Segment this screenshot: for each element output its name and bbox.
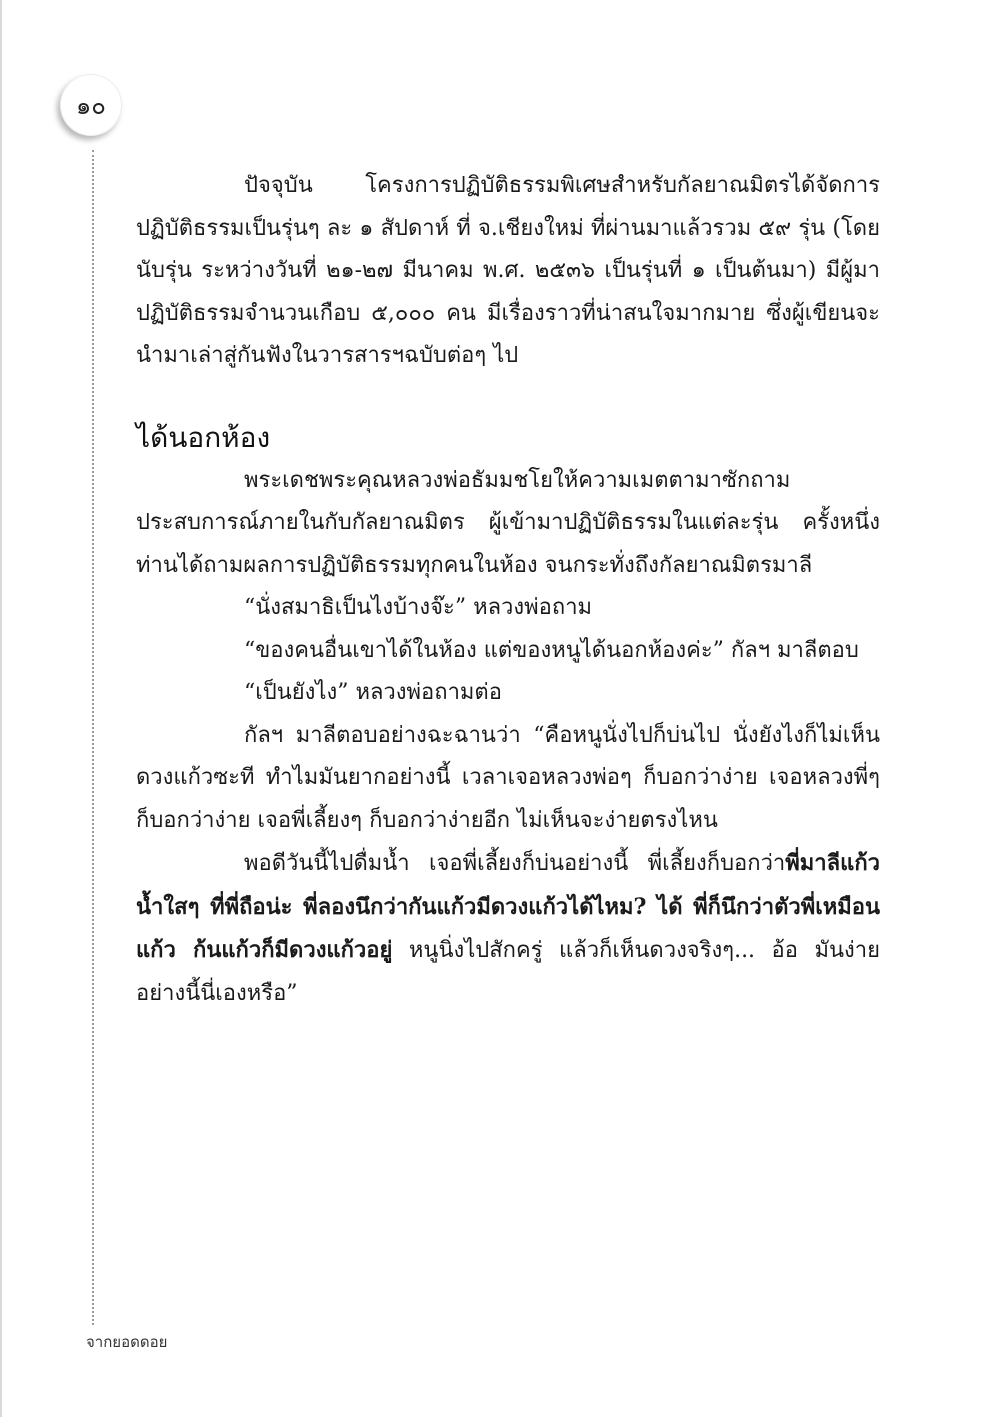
dialog-line-2: “ของคนอื่นเขาได้ในห้อง แต่ของหนูได้นอกห้องค่ะ” กัลฯ มาลีตอบ	[244, 637, 859, 663]
section-paragraph-1: พระเดชพระคุณหลวงพ่อธัมมชโยให้ความเมตตามาซักถามประสบการณ์ภายในกับกัลยาณมิตร ผู้เข้ามาปฏิบัติธรรมในแต่ละรุ่น ครั้งหนึ่งท่านได้ถามผลการปฏิบัติธรรมทุกคนในห้อง จนกระทั่งถึงกัลยาณมิตรมาลี	[136, 467, 880, 578]
page-edge	[0, 0, 2, 1417]
page-number: ๑๐	[76, 91, 106, 120]
section-paragraph-3	[136, 842, 880, 1015]
dotted-margin-rule	[92, 150, 94, 1325]
paragraph-3-start: พอดีวันนี้ไปดื่มน้ำ เจอพี่เลี้ยงก็บ่นอย่างนี้ พี่เลี้ยงก็บอกว่า	[244, 851, 786, 876]
footer-publication-title: จากยอดดอย	[86, 1333, 168, 1351]
dialog-line-1: “นั่งสมาธิเป็นไงบ้างจ๊ะ” หลวงพ่อถาม	[244, 595, 593, 620]
page-number-badge	[60, 74, 122, 136]
dialog-line-3: “เป็นยังไง” หลวงพ่อถามต่อ	[244, 680, 502, 705]
paragraph-3-end: หนูนิ่งไปสักครู่ แล้วก็เห็นดวงจริงๆ... อ้อ มันง่ายอย่างนี้นี่เองหรือ”	[136, 938, 881, 1006]
paragraph-3-emphasis: พี่มาลีแก้วน้ำใสๆ ที่พี่ถือน่ะ พี่ลองนึกว่ากันแก้วมีดวงแก้วได้ไหม? ได้ พี่ก็นึกว่าตัวพี่เหมือนแก้ว ก้นแก้วก็มีดวงแก้วอยู่	[136, 850, 880, 963]
section-heading: ได้นอกห้อง	[136, 420, 271, 454]
intro-paragraph: ปัจจุบัน โครงการปฏิบัติธรรมพิเศษสำหรับกัลยาณมิตรได้จัดการปฏิบัติธรรมเป็นรุ่นๆ ละ ๑ สัปดาห์ ที่ จ.เชียงใหม่ ที่ผ่านมาแล้วรวม ๕๙ รุ่น (โดยนับรุ่น ระหว่างวันที่ ๒๑-๒๗ มีนาคม พ.ศ. ๒๕๓๖ เป็นรุ่นที่ ๑ เป็นต้นมา) มีผู้มาปฏิบัติธรรมจำนวนเกือบ ๕,๐๐๐ คน มีเรื่องราวที่น่าสนใจมากมาย ซึ่งผู้เขียนจะนำมาเล่าสู่กันฟังในวารสารฯฉบับต่อๆ ไป	[136, 173, 880, 368]
article-body	[136, 165, 880, 1015]
section-paragraph-2: กัลฯ มาลีตอบอย่างฉะฉานว่า “คือหนูนั่งไปก็บ่นไป นั่งยังไงก็ไม่เห็นดวงแก้วซะที ทำไมมันยากอย่างนี้ เวลาเจอหลวงพ่อๆ ก็บอกว่าง่าย เจอหลวงพี่ๆ ก็บอกว่าง่าย เจอพี่เลี้ยงๆ ก็บอกว่าง่ายอีก ไม่เห็นจะง่ายตรงไหน	[136, 722, 880, 833]
